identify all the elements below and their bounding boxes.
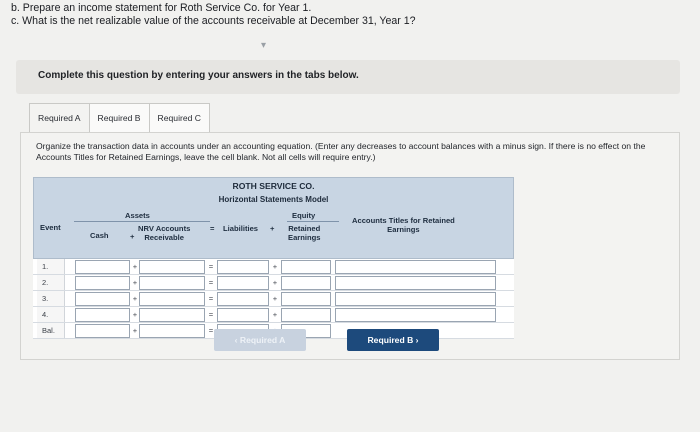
plus-sign: + [132,310,138,319]
table-row [33,291,514,307]
table-row [33,275,514,291]
tab-required-a[interactable]: Required A [29,103,89,133]
retained-earnings-input[interactable] [281,276,331,290]
equals-sign: = [208,262,214,271]
equals-sign: = [208,310,214,319]
liabilities-input[interactable] [217,292,269,306]
liabilities-input[interactable] [217,260,269,274]
question-b: b. Prepare an income statement for Roth Service Co. for Year 1. [11,2,312,14]
model-title: Horizontal Statements Model [218,195,329,204]
plus-sign: + [132,278,138,287]
header-plus-2: + [270,224,275,233]
plus-sign: + [272,278,278,287]
header-event: Event [40,223,61,232]
nrv-ar-input[interactable] [139,260,205,274]
plus-sign: + [132,294,138,303]
table-row [33,259,514,275]
equals-sign: = [208,278,214,287]
event-label: 1. [37,259,65,274]
header-equity: Equity [292,211,316,220]
header-liabilities: Liabilities [223,224,259,233]
liabilities-input[interactable] [217,308,269,322]
cash-input[interactable] [75,276,130,290]
event-label: Bal. [37,323,65,338]
worksheet-header [33,177,514,259]
plus-sign: + [272,294,278,303]
nrv-ar-balance [139,324,205,338]
account-title-input[interactable] [335,292,496,306]
cash-input[interactable] [75,260,130,274]
liabilities-input[interactable] [217,276,269,290]
header-plus-1: + [130,232,135,241]
prev-required-a-button[interactable]: ‹ Required A [214,329,306,351]
horizontal-statements-worksheet [33,177,514,335]
plus-sign: + [132,262,138,271]
instruction-box [16,60,680,94]
header-assets: Assets [125,211,150,220]
nrv-ar-input[interactable] [139,292,205,306]
instruction-text: Complete this question by entering your answers in the tabs below. [38,70,359,81]
header-retained-earnings: Retained Earnings [288,224,321,242]
equals-sign: = [208,326,214,335]
account-title-input[interactable] [335,276,496,290]
equity-underline [287,221,339,222]
question-c: c. What is the net realizable value of the accounts receivable at December 31, Year 1? [11,15,416,27]
assets-underline [74,221,210,222]
mouse-cursor-icon: ▾ [261,40,267,51]
tab-bar [29,103,210,133]
cash-input[interactable] [75,308,130,322]
header-nrv-accounts-receivable: NRV Accounts Receivable [138,224,191,242]
next-required-b-button[interactable]: Required B › [347,329,439,351]
tab-required-b[interactable]: Required B [89,103,149,133]
header-cash: Cash [90,231,109,240]
question-text [11,2,416,28]
event-label: 4. [37,307,65,322]
company-name: ROTH SERVICE CO. [232,181,315,191]
account-title-input[interactable] [335,260,496,274]
plus-sign: + [132,326,138,335]
tab-panel [20,132,680,360]
account-title-input[interactable] [335,308,496,322]
panel-instruction: Organize the transaction data in accounts under an accounting equation. (Enter any decreases to account balances with a minus sign. If there is no effect on the Accounts Titles for Retained Earnings, leave the cell blank. Not all cells will require entry.) [36,141,646,162]
tab-required-c[interactable]: Required C [149,103,210,133]
retained-earnings-input[interactable] [281,292,331,306]
header-equals: = [210,224,215,233]
retained-earnings-input[interactable] [281,308,331,322]
cash-input[interactable] [75,292,130,306]
header-account-titles: Accounts Titles for Retained Earnings [352,216,455,234]
plus-sign: + [272,310,278,319]
cash-balance [75,324,130,338]
event-label: 3. [37,291,65,306]
plus-sign: + [272,262,278,271]
retained-earnings-input[interactable] [281,260,331,274]
table-row [33,307,514,323]
nrv-ar-input[interactable] [139,308,205,322]
nrv-ar-input[interactable] [139,276,205,290]
event-label: 2. [37,275,65,290]
equals-sign: = [208,294,214,303]
